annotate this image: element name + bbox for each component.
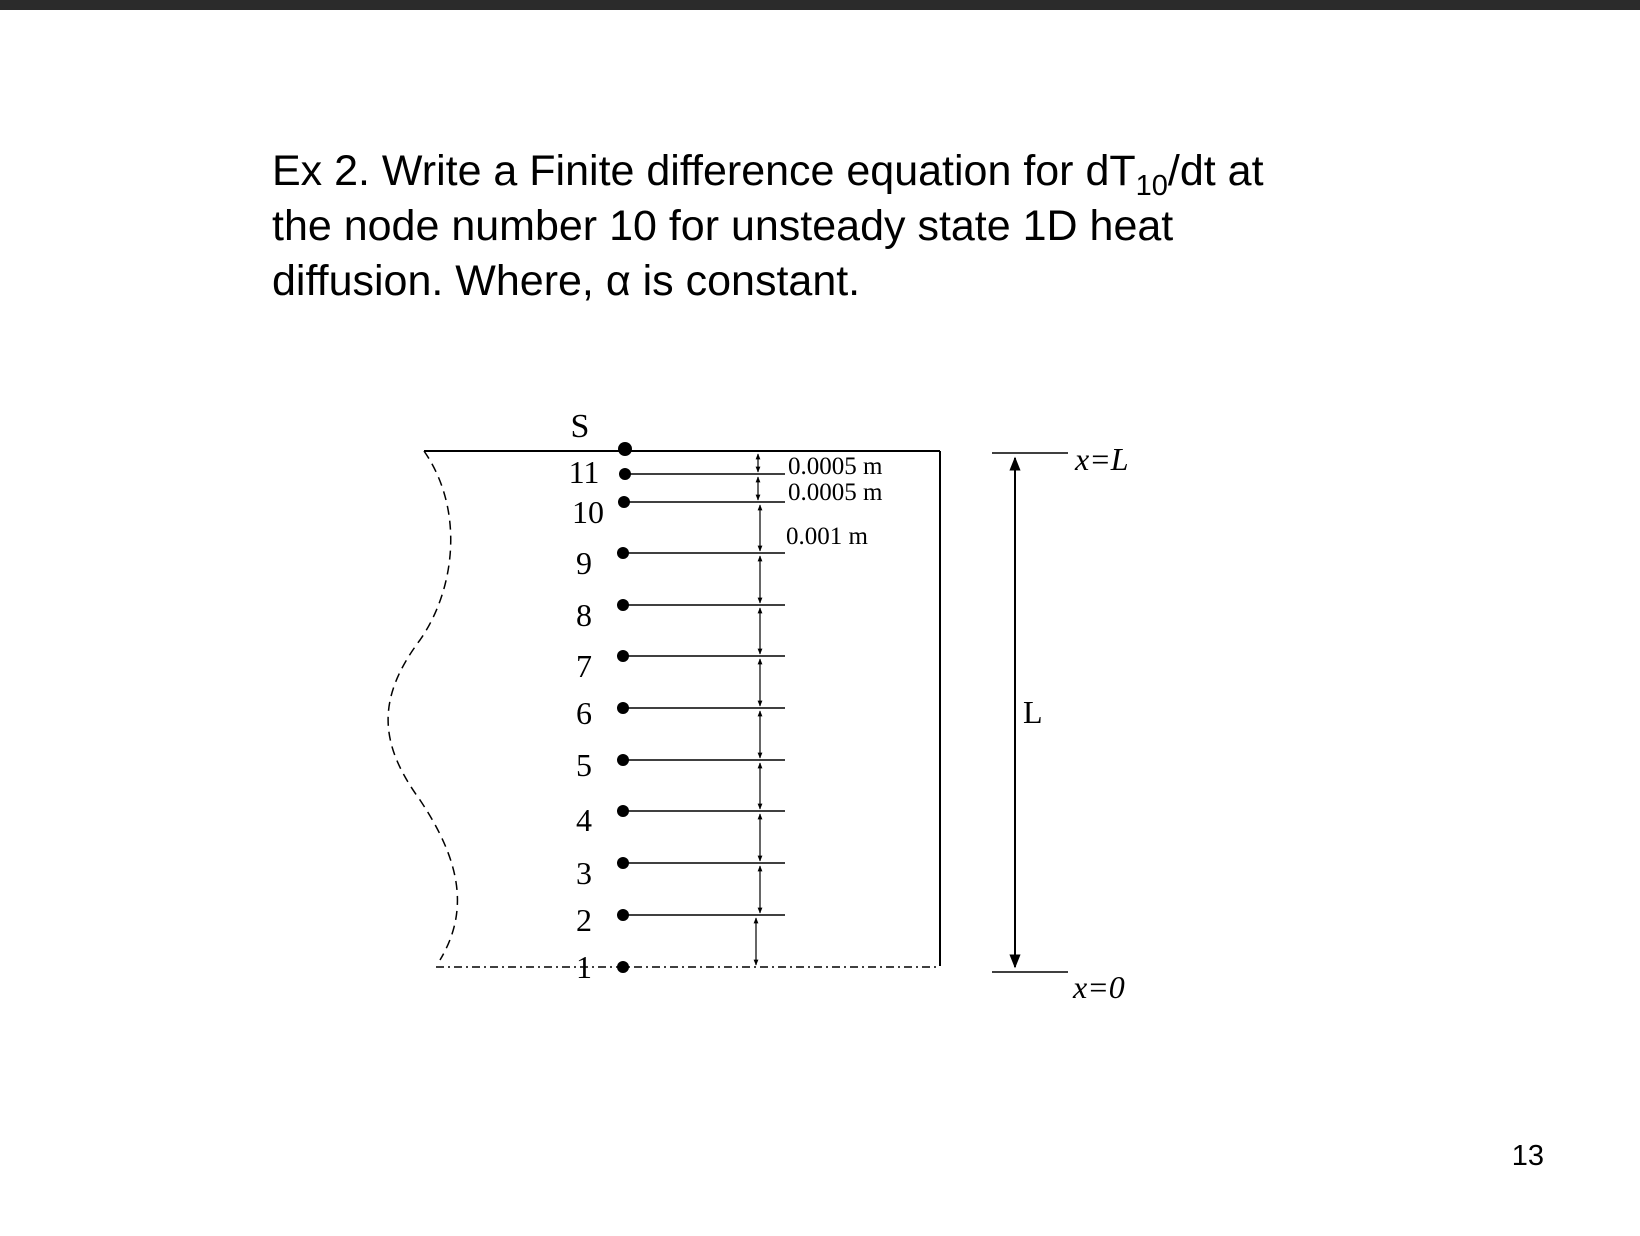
surface-node-dot xyxy=(618,442,632,456)
node-label: 7 xyxy=(576,648,592,684)
node-dot xyxy=(617,650,629,662)
node-label: 10 xyxy=(572,494,604,530)
spacing-label-1: 0.0005 m xyxy=(788,453,883,480)
node-label: 11 xyxy=(568,454,600,490)
question-line1: Ex 2. Write a Finite difference equation for $dT_{10}/dt$ at xyxy=(272,147,1264,202)
node-dot xyxy=(617,754,629,766)
surface-label: S xyxy=(570,408,590,445)
node-dot xyxy=(619,468,631,480)
node-label: 8 xyxy=(576,597,592,633)
node-label: 4 xyxy=(576,802,592,838)
length-dimension xyxy=(992,441,1129,1005)
node-3 xyxy=(576,855,785,891)
node-11 xyxy=(569,454,785,490)
node-dot xyxy=(617,961,629,973)
node-8 xyxy=(576,597,785,633)
node-dot xyxy=(617,909,629,921)
node-label: 1 xyxy=(576,949,592,985)
node-label: 2 xyxy=(576,902,592,938)
bottom-position-label: x=0 xyxy=(1073,969,1125,1005)
node-5 xyxy=(576,747,785,783)
spacing-label-3: 0.001 m xyxy=(786,523,868,550)
question-line3: diffusion. Where, α is constant. xyxy=(272,257,861,305)
length-label: L xyxy=(1023,694,1043,730)
question-line2: the node number 10 for unsteady state 1D heat xyxy=(272,202,1174,250)
node-label: 3 xyxy=(576,855,592,891)
node-dot xyxy=(617,599,629,611)
node-dot xyxy=(617,857,629,869)
node-dot xyxy=(617,547,629,559)
spacing-label-2: 0.0005 m xyxy=(788,479,883,506)
node-dot xyxy=(617,805,629,817)
node-9 xyxy=(576,545,785,581)
wall-break-curve xyxy=(388,451,457,960)
top-position-label: x=L xyxy=(1075,441,1129,477)
page-number: 13 xyxy=(1511,1140,1544,1172)
node-6 xyxy=(576,695,785,731)
node-7 xyxy=(576,648,785,684)
subscript-10: 10 xyxy=(1135,170,1168,202)
node-4 xyxy=(576,802,785,838)
node-dot xyxy=(618,496,630,508)
node-label: 6 xyxy=(576,695,592,731)
spacing-dimensions xyxy=(756,453,883,965)
node-label: 5 xyxy=(576,747,592,783)
node-2 xyxy=(576,902,785,938)
node-dot xyxy=(617,702,629,714)
nodes xyxy=(569,408,785,985)
node-label: 9 xyxy=(576,545,592,581)
node-10 xyxy=(572,494,785,530)
